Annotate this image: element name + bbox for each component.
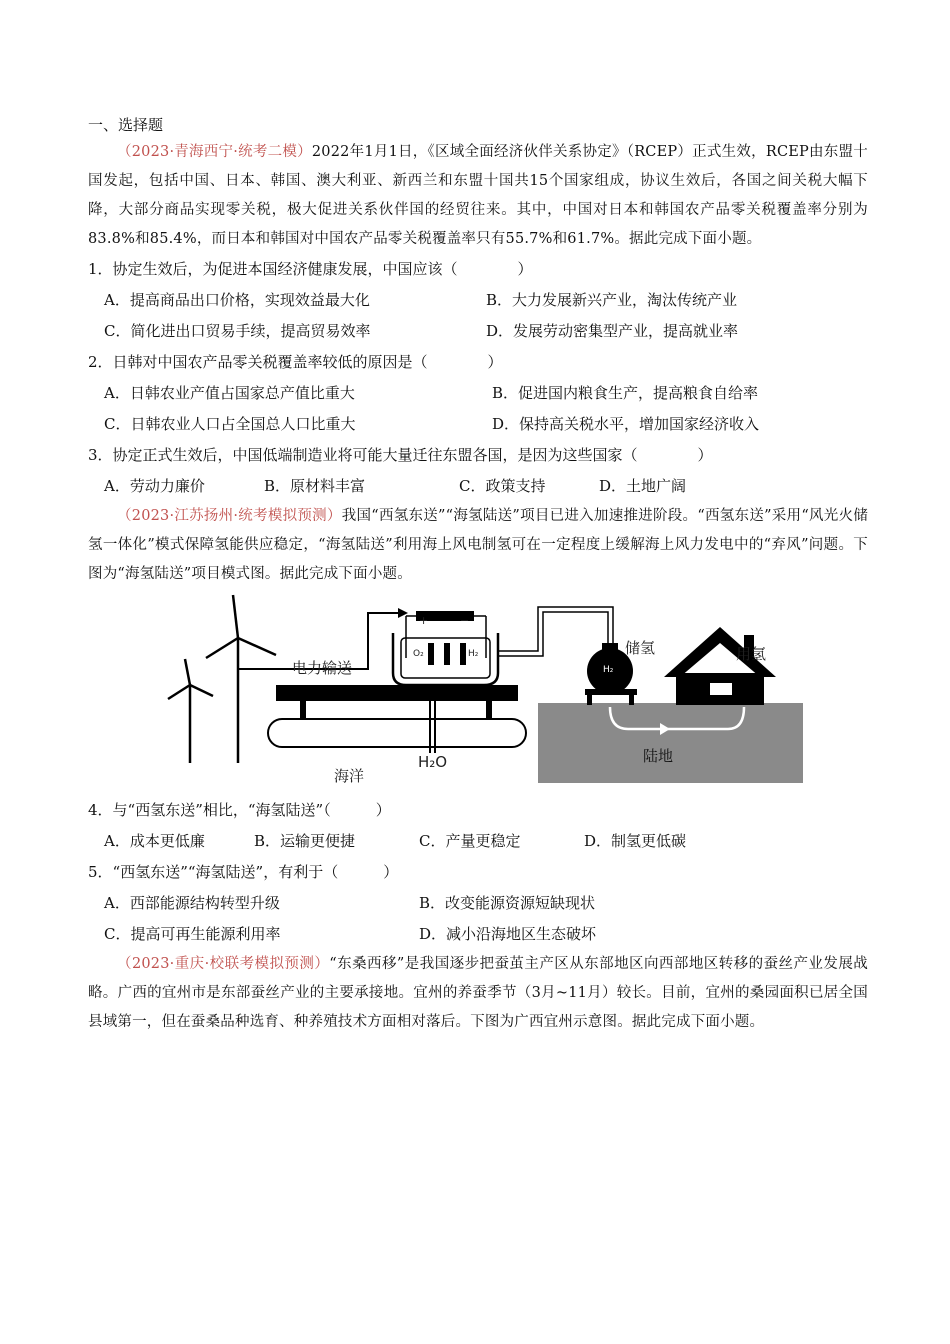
- question-3-option-b[interactable]: B．原材料丰富: [264, 477, 366, 495]
- passage-2-text: 我国“西氢东送”“海氢陆送”项目已进入加速推进阶段。“西氢东送”采用“风光火储氢一体化”模式保障氢能供应稳定，“海氢陆送”利用海上风电制氢可在一定程度上缓解海上风力发电中的“弃风”问题。下图为“海氢陆送”项目模式图。据此完成下面小题。: [88, 508, 869, 582]
- question-1-option-d[interactable]: D．发展劳动密集型产业，提高就业率: [486, 322, 739, 340]
- question-1-options: [88, 285, 868, 347]
- label-tank-h2: H₂: [603, 665, 614, 675]
- question-1-option-c[interactable]: C．简化进出口贸易手续，提高贸易效率: [104, 322, 371, 340]
- question-3-options: [88, 471, 868, 502]
- question-3-option-d[interactable]: D．土地广阔: [599, 477, 687, 495]
- question-5-option-d[interactable]: D．减小沿海地区生态破坏: [419, 925, 597, 943]
- question-1-option-a[interactable]: A．提高商品出口价格，实现效益最大化: [104, 291, 370, 309]
- storage-tank-leg-right: [629, 693, 634, 705]
- label-water: H₂O: [418, 753, 448, 771]
- land-block: [538, 703, 803, 783]
- label-power: 电力输送: [292, 659, 353, 677]
- question-4-option-a[interactable]: A．成本更低廉: [104, 832, 205, 850]
- question-3-option-c[interactable]: C．政策支持: [459, 477, 546, 495]
- question-5-option-c[interactable]: C．提高可再生能源利用率: [104, 925, 281, 943]
- wind-turbine-small: [168, 659, 213, 763]
- passage-1-text: 2022年1月1日，《区域全面经济伙伴关系协定》（RCEP）正式生效，RCEP由东盟十国发起，包括中国、日本、韩国、澳大利亚、新西兰和东盟十国共15个国家组成，协议生效后，各国之间关税大幅下降，大部分商品实现零关税，极大促进关系伙伴国的经贸往来。其中，中国对日本和韩国农产品零关税覆盖率分别为83.8%和85.4%，而日本和韩国对中国农产品零关税覆盖率只有55.7%和61.7%。据此完成下面小题。: [88, 144, 868, 247]
- wind-turbine-large: [206, 595, 276, 763]
- document-page: [88, 112, 868, 1037]
- electrode-3: [460, 643, 466, 665]
- house-window: [710, 683, 732, 695]
- passage-2: [88, 502, 868, 589]
- label-use: 用氢: [736, 645, 767, 663]
- passage-3-text: “东桑西移”是我国逐步把蚕茧主产区从东部地区向西部地区转移的蚕丝产业发展战略。广西的宜州市是东部蚕丝产业的主要承接地。宜州的养蚕季节（3月~11月）较长。目前，宜州的桑园面积已居全国县域第一，但在蚕桑品种选育、种养殖技术方面相对落后。下图为广西宜州示意图。据此完成下面小题。: [88, 956, 868, 1030]
- question-4-option-b[interactable]: B．运输更便捷: [254, 832, 356, 850]
- label-storage: 储氢: [625, 639, 656, 657]
- platform-deck: [276, 685, 518, 701]
- label-h2: H₂: [468, 649, 479, 659]
- question-2-stem: 2．日韩对中国农产品零关税覆盖率较低的原因是（ ）: [88, 353, 503, 371]
- electrode-1: [428, 643, 434, 665]
- question-4-option-c[interactable]: C．产量更稳定: [419, 832, 521, 850]
- question-2-options: [88, 378, 868, 440]
- question-2-option-c[interactable]: C．日韩农业人口占全国总人口比重大: [104, 415, 356, 433]
- label-o2: O₂: [413, 649, 424, 659]
- question-1-stem: 1．协定生效后，为促进本国经济健康发展，中国应该（ ）: [88, 260, 533, 278]
- label-ocean: 海洋: [334, 767, 365, 785]
- passage-1-source: （2023·青海西宁·统考二模）: [117, 144, 312, 160]
- question-2-option-b[interactable]: B．促进国内粮食生产，提高粮食自给率: [492, 384, 759, 402]
- label-minus: −: [460, 614, 470, 627]
- hydrogen-diagram: [88, 593, 868, 793]
- label-land: 陆地: [643, 747, 674, 765]
- question-4-options: [88, 826, 868, 857]
- question-3-option-a[interactable]: A．劳动力廉价: [104, 477, 205, 495]
- electrode-2: [444, 643, 450, 665]
- section-title: 一、选择题: [88, 116, 164, 134]
- gas-pipe-inner: [498, 612, 608, 656]
- storage-tank-leg-left: [587, 693, 592, 705]
- question-5-stem: 5．“西氢东送”“海氢陆送”，有利于（ ）: [88, 863, 399, 881]
- question-5-option-b[interactable]: B．改变能源资源短缺现状: [419, 894, 596, 912]
- passage-2-source: （2023·江苏扬州·统考模拟预测）: [117, 508, 342, 524]
- passage-3: [88, 950, 868, 1037]
- platform-float: [268, 719, 526, 747]
- passage-3-source: （2023·重庆·校联考模拟预测）: [117, 956, 330, 972]
- hydrogen-diagram-svg: [88, 593, 868, 793]
- question-3-stem: 3．协定正式生效后，中国低端制造业将可能大量迁往东盟各国，是因为这些国家（ ）: [88, 446, 713, 464]
- question-5-option-a[interactable]: A．西部能源结构转型升级: [104, 894, 280, 912]
- gas-pipe-outer: [498, 607, 613, 651]
- question-4-stem: 4．与“西氢东送”相比，“海氢陆送”（ ）: [88, 801, 391, 819]
- passage-1: [88, 138, 868, 254]
- label-plus: +: [419, 614, 429, 627]
- question-1-option-b[interactable]: B．大力发展新兴产业，淘汰传统产业: [486, 291, 738, 309]
- question-5-options: [88, 888, 868, 950]
- question-2-option-d[interactable]: D．保持高关税水平，增加国家经济收入: [492, 415, 760, 433]
- question-4-option-d[interactable]: D．制氢更低碳: [584, 832, 687, 850]
- question-2-option-a[interactable]: A．日韩农业产值占国家总产值比重大: [104, 384, 355, 402]
